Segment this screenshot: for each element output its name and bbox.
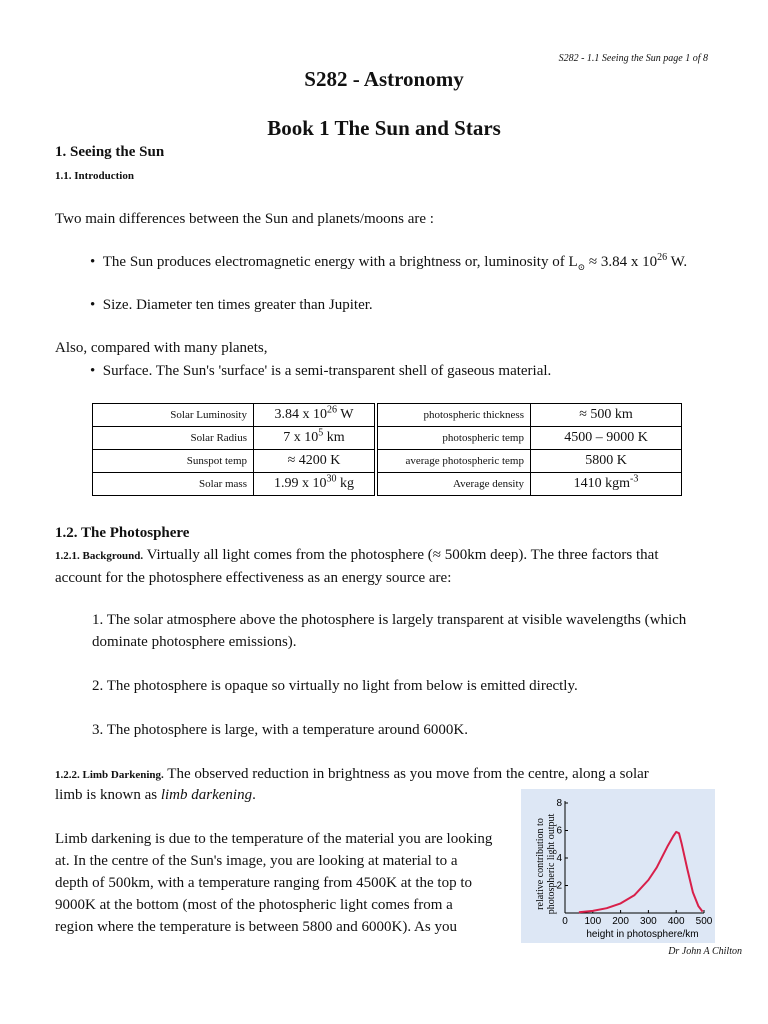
limb-label: 1.2.2. Limb Darkening.	[55, 769, 164, 781]
intro-lead: Two main differences between the Sun and planets/moons are :	[55, 211, 434, 227]
property-label: photospheric thickness	[378, 404, 531, 427]
x-tick-label: 100	[584, 916, 602, 927]
x-tick-label: 300	[640, 916, 657, 927]
y-tick-label: 2	[556, 880, 562, 892]
series-line	[579, 832, 703, 912]
limb-text: The observed reduction in brightness as you move from the centre, along a solar	[163, 766, 649, 782]
background-paragraph-line1	[55, 547, 659, 564]
table-body	[93, 404, 682, 496]
bullet-size	[90, 297, 373, 314]
factor-2: 2. The photosphere is opaque so virtually no light from below is emitted directly.	[92, 678, 578, 694]
property-value: 3.84 x $10^{26}$ W	[254, 404, 375, 427]
x-axis-label: height in photosphere/km	[586, 929, 699, 940]
factor-1-line1: 1. The solar atmosphere above the photosphere is largely transparent at visible wavelengths (which	[92, 612, 687, 628]
limb-paragraph-line1	[55, 766, 649, 783]
document-title: S282 - Astronomy	[304, 67, 464, 91]
subsection-heading-introduction: 1.1. Introduction	[55, 170, 134, 182]
bullet-dot: •	[90, 363, 103, 379]
background-label: 1.2.1. Background.	[55, 550, 144, 562]
table-row	[93, 450, 682, 473]
running-header: S282 - 1.1 Seeing the Sun page 1 of 8	[558, 53, 708, 64]
y-axis-label-line1: relative contribution to	[535, 818, 546, 910]
factor-3: 3. The photosphere is large, with a temperature around 6000K.	[92, 722, 469, 738]
limb-body-line2: at. In the centre of the Sun's image, you are looking at material to a	[55, 853, 458, 869]
property-label: Solar mass	[93, 473, 254, 496]
property-value: 1.99 x $10^{30}$ kg	[254, 473, 375, 496]
table-row	[93, 473, 682, 496]
property-value: 7 x $10^5$ km	[254, 427, 375, 450]
limb-text-b: .	[252, 787, 256, 803]
property-label: Solar Luminosity	[93, 404, 254, 427]
limb-paragraph-line2	[55, 787, 256, 804]
background-paragraph-line2: account for the photosphere effectiveness as an energy source are:	[55, 570, 452, 586]
luminosity-exponent: 26	[657, 252, 668, 263]
bullet-text: The Sun produces electromagnetic energy with a brightness or, luminosity of L	[102, 254, 578, 270]
limb-body-line3: depth of 500km, with a temperature ranging from 4500K at the top to	[55, 875, 472, 891]
factor-1-line2: dominate photosphere emissions).	[92, 634, 297, 650]
luminosity-value: ≈ 3.84 x 10	[585, 254, 658, 270]
x-tick-label: 400	[667, 916, 685, 927]
bullet-dot: •	[90, 297, 103, 313]
x-tick-label: 0	[562, 916, 568, 927]
property-label: Solar Radius	[93, 427, 254, 450]
y-axis-label	[535, 814, 557, 915]
document-subtitle: Book 1 The Sun and Stars	[267, 116, 501, 140]
property-value: 4500 – 9000 K	[531, 427, 682, 450]
property-value: ≈ 4200 K	[254, 450, 375, 473]
photosphere-contribution-chart	[521, 789, 715, 943]
x-tick-label: 200	[612, 916, 629, 927]
section-heading-seeing-the-sun: 1. Seeing the Sun	[55, 144, 165, 160]
property-value: ≈ 500 km	[531, 404, 682, 427]
sun-symbol: ⊙	[577, 262, 586, 272]
background-text: Virtually all light comes from the photosphere (≈ 500km deep). The three factors that	[143, 547, 659, 563]
property-value: 5800 K	[531, 450, 682, 473]
author-footer: Dr John A Chilton	[668, 946, 742, 957]
y-tick-label: 6	[556, 825, 562, 837]
table-row	[93, 404, 682, 427]
section-heading-photosphere: 1.2. The Photosphere	[55, 525, 190, 541]
property-label: Average density	[378, 473, 531, 496]
property-value: 1410 kgm$^{-3}$	[531, 473, 682, 496]
property-label: Sunspot temp	[93, 450, 254, 473]
bullet-text: Surface. The Sun's 'surface' is a semi-transparent shell of gaseous material.	[102, 363, 552, 379]
table-row	[93, 427, 682, 450]
bullet-text: Size. Diameter ten times greater than Jupiter.	[102, 297, 373, 313]
chart-svg	[521, 789, 715, 943]
bullet-luminosity	[90, 254, 687, 271]
y-axis-label-line2: photospheric light output	[546, 813, 557, 915]
y-tick-label: 4	[556, 853, 562, 864]
also-text: Also, compared with many planets,	[55, 340, 268, 356]
limb-body-line5: region where the temperature is between 5800 and 6000K). As you	[55, 919, 457, 935]
limb-darkening-term: limb darkening	[160, 787, 253, 803]
x-tick-label: 500	[695, 916, 713, 927]
bullet-dot: •	[90, 254, 103, 270]
limb-text-a: limb is known as	[55, 787, 161, 803]
y-tick-label: 8	[556, 798, 562, 809]
bullet-surface	[90, 363, 551, 380]
limb-body-line4: 9000K at the bottom (most of the photospheric light comes from a	[55, 897, 453, 913]
property-label: average photospheric temp	[378, 450, 531, 473]
luminosity-unit: W.	[667, 254, 688, 270]
property-label: photospheric temp	[378, 427, 531, 450]
solar-properties-table	[92, 403, 682, 496]
limb-body-line1: Limb darkening is due to the temperature of the material you are looking	[55, 831, 493, 847]
